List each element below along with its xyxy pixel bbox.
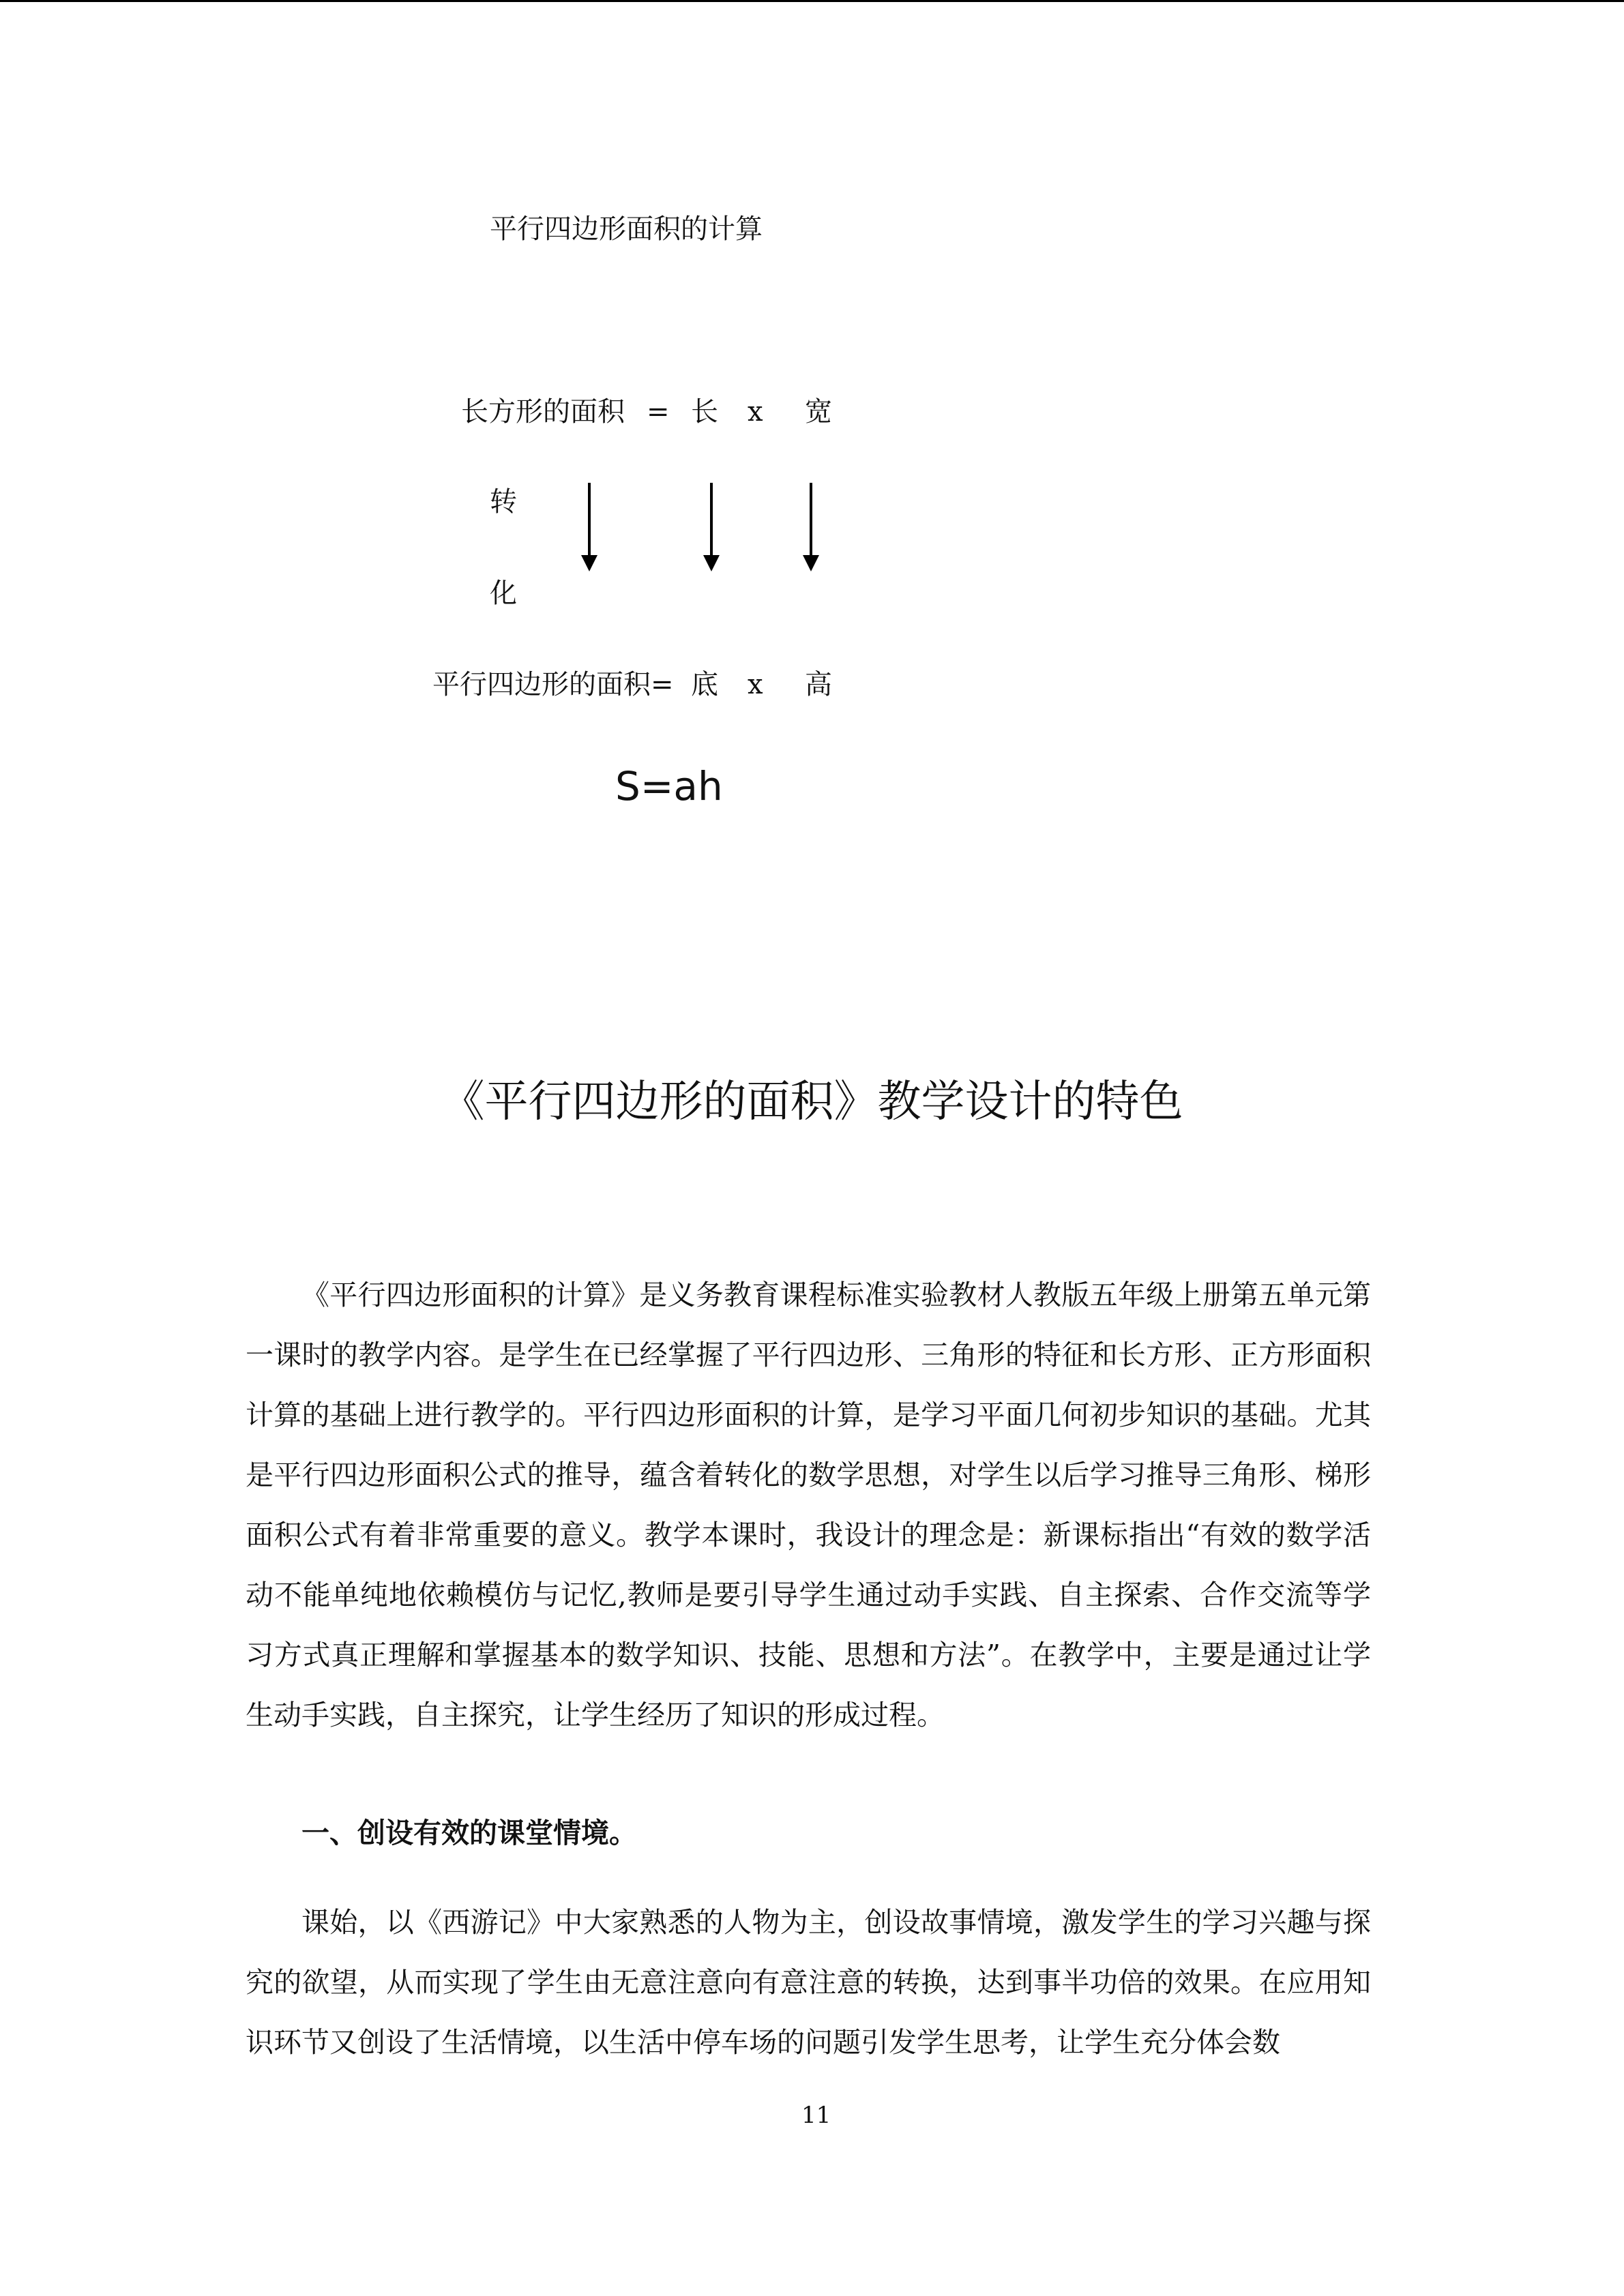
page-heading: 《平行四边形的面积》教学设计的特色 <box>441 1077 1183 1127</box>
times-sign: x <box>748 669 763 700</box>
transform-label-top: 转 <box>490 486 517 518</box>
equals-sign: = <box>647 396 670 428</box>
parallelogram-area-label: 平行四边形的面积= <box>432 669 674 700</box>
diagram-title: 平行四边形面积的计算 <box>490 213 763 245</box>
area-formula: S=ah <box>615 763 723 809</box>
height-term: 高 <box>805 669 832 700</box>
base-term: 底 <box>691 669 718 700</box>
length-term: 长 <box>691 396 718 428</box>
down-arrow-icon <box>810 483 812 556</box>
intro-paragraph: 《平行四边形面积的计算》是义务教育课程标准实验教材人教版五年级上册第五单元第一课时的教学内容。是学生在已经掌握了平行四边形、三角形的特征和长方形、正方形面积计算的基础上进行教学的。平行四边形面积的计算，是学习平面几何初步知识的基础。尤其是平行四边形面积公式的推导，蕴含着转化的数学思想，对学生以后学习推导三角形、梯形面积公式有着非常重要的意义。教学本课时，我设计的理念是：新课标指出“有效的数学活动不能单纯地依赖模仿与记忆,教师是要引导学生通过动手实践、自主探索、合作交流等学习方式真正理解和掌握基本的数学知识、技能、思想和方法”。在教学中，主要是通过让学生动手实践，自主探究，让学生经历了知识的形成过程。 <box>246 1279 1371 1731</box>
transform-label-bottom: 化 <box>490 578 517 609</box>
down-arrow-icon <box>710 483 713 556</box>
top-border <box>0 0 1624 2</box>
section-1-paragraph: 课始，以《西游记》中大家熟悉的人物为主，创设故事情境，激发学生的学习兴趣与探究的欲望，从而实现了学生由无意注意向有意注意的转换，达到事半功倍的效果。在应用知识环节又创设了生活情境，以生活中停车场的问题引发学生思考，让学生充分体会数 <box>246 1906 1371 2059</box>
rectangle-area-label: 长方形的面积 <box>461 396 625 428</box>
width-term: 宽 <box>805 396 832 428</box>
page-number: 11 <box>801 2102 831 2129</box>
down-arrow-icon <box>588 483 591 556</box>
section-heading-1: 一、创设有效的课堂情境。 <box>301 1817 637 1849</box>
times-sign: x <box>748 396 763 428</box>
